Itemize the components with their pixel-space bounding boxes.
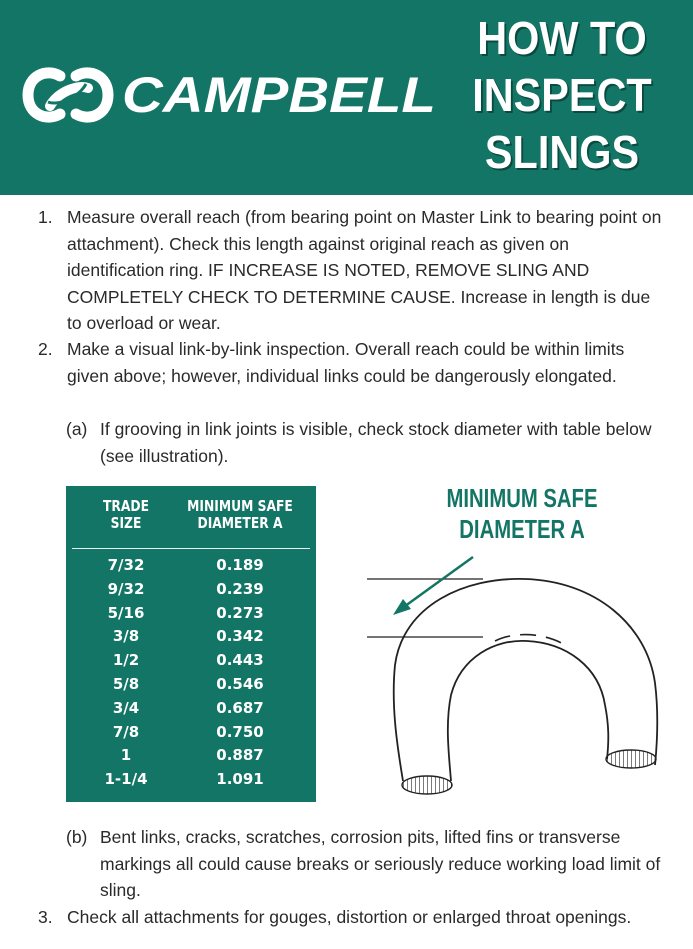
table-row: 7/8 0.750 (112, 722, 264, 741)
diameter-table (66, 486, 316, 802)
table-row: 1-1/4 1.091 (104, 770, 264, 789)
step-number: 3. (38, 907, 53, 927)
table-row: 5/8 0.546 (112, 674, 264, 693)
header-divider (72, 548, 310, 549)
header-banner (0, 0, 693, 195)
table-row: 7/32 0.189 (107, 556, 264, 574)
step-text: Make a visual link-by-link inspection. Overall reach could be within limits given above; however, individual links could be dangerously elongated. (67, 339, 625, 386)
step-text: Check all attachments for gouges, distortion or enlarged throat openings. (67, 907, 632, 927)
title-line-3: SLINGS (484, 126, 640, 178)
brand-name: CAMPBELL (122, 67, 436, 123)
title-line-2: INSPECT (472, 69, 652, 121)
page-title (444, 10, 680, 181)
table-row: 3/8 0.342 (112, 627, 264, 646)
header-minimum-safe-diameter: MINIMUM SAFE DIAMETER A (187, 497, 293, 532)
arrow-head-icon (393, 599, 411, 615)
table-row: 9/32 0.239 (107, 579, 264, 598)
link-cut-end-right (606, 750, 656, 768)
campbell-logo (20, 62, 436, 128)
link-inner-edge (448, 641, 608, 781)
chain-link-logo-icon (20, 62, 116, 128)
step-text: Measure overall reach (from bearing point on Master Link to bearing point on attachment). Check this length against original reach as given on identification ring. IF INCREASE IS NOTED, REMOVE SLING AND COMPLETELY CHECK TO DETERMINE CAUSE. Increase in length is due to overload or wear. (67, 207, 662, 333)
substep-text: Bent links, cracks, scratches, corrosion pits, lifted fins or transverse markings all could cause breaks or seriously reduce working load limit of sling. (100, 827, 661, 900)
step-number: 2. (38, 339, 53, 359)
substep-label: (b) (66, 827, 88, 847)
chain-link-illustration (355, 545, 675, 805)
table-row: 5/16 0.273 (107, 603, 264, 622)
substep-text: If grooving in link joints is visible, check stock diameter with table below (see illustration). (100, 419, 652, 466)
diagram-label: MINIMUM SAFE DIAMETER A (446, 483, 598, 544)
table-row: 1 0.887 (120, 746, 264, 765)
table-row: 1/2 0.443 (112, 651, 264, 670)
substep-label: (a) (66, 419, 88, 439)
step-number: 1. (38, 207, 53, 227)
link-cut-end-left (402, 776, 452, 794)
table-body (66, 554, 316, 792)
title-line-1: HOW TO (477, 12, 647, 64)
table-row: 3/4 0.687 (112, 698, 264, 717)
header-trade-size: TRADE SIZE (103, 497, 149, 532)
